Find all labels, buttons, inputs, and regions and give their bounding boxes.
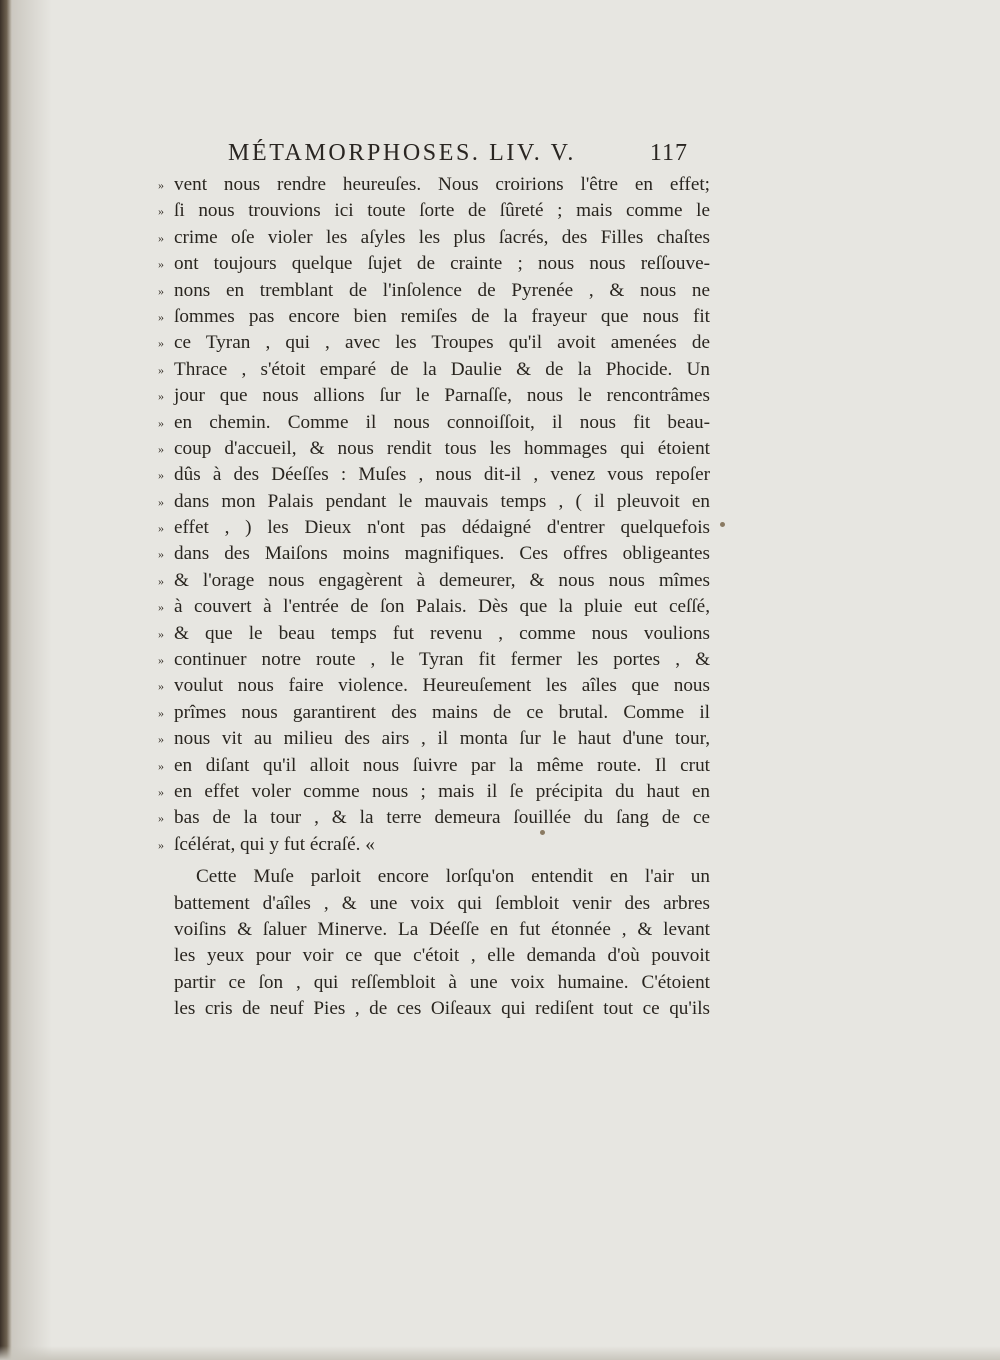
line-text: en chemin. Comme il nous connoiſſoit, il nous fit beau- bbox=[174, 411, 710, 433]
text-line bbox=[150, 753, 710, 779]
quote-mark: » bbox=[158, 309, 164, 324]
quote-mark: » bbox=[158, 837, 164, 852]
quote-mark: » bbox=[158, 653, 164, 668]
line-text: effet , ) les Dieux n'ont pas dédaigné d'entrer quelquefois bbox=[174, 517, 710, 539]
line-text: voulut nous faire violence. Heureuſement les aîles que nous bbox=[174, 675, 710, 697]
text-line bbox=[150, 647, 710, 673]
quote-mark: » bbox=[158, 468, 164, 483]
text-line bbox=[150, 726, 710, 752]
quote-mark: » bbox=[158, 811, 164, 826]
quote-mark: » bbox=[158, 573, 164, 588]
line-text: ſi nous trouvions ici toute ſorte de ſûreté ; mais comme le bbox=[174, 200, 710, 222]
text-line bbox=[150, 943, 710, 969]
line-text: nous vit au milieu des airs , il monta ſur le haut d'une tour, bbox=[174, 728, 710, 750]
quote-mark: » bbox=[158, 521, 164, 536]
line-text: jour que nous allions ſur le Parnaſſe, nous le rencontrâmes bbox=[174, 385, 710, 407]
quote-mark: » bbox=[158, 494, 164, 509]
page-bottom-edge bbox=[0, 1346, 1000, 1360]
quote-mark: » bbox=[158, 547, 164, 562]
line-text: les yeux pour voir ce que c'étoit , elle demanda d'où pouvoit bbox=[174, 945, 710, 967]
line-text: nons en tremblant de l'inſolence de Pyrenée , & nous ne bbox=[174, 279, 710, 301]
text-line bbox=[150, 172, 710, 198]
quote-mark: » bbox=[158, 336, 164, 351]
page-header bbox=[228, 140, 688, 174]
line-text: à couvert à l'entrée de ſon Palais. Dès que la pluie eut ceſſé, bbox=[174, 596, 710, 618]
line-text: coup d'accueil, & nous rendit tous les hommages qui étoient bbox=[174, 437, 710, 459]
line-text: ont toujours quelque ſujet de crainte ; nous nous reſſouve- bbox=[174, 253, 710, 275]
line-text: prîmes nous garantirent des mains de ce brutal. Comme il bbox=[174, 701, 710, 723]
line-text: ſcélérat, qui y fut écraſé. « bbox=[174, 833, 375, 855]
quote-mark: » bbox=[158, 389, 164, 404]
quote-mark: » bbox=[158, 732, 164, 747]
line-text: ce Tyran , qui , avec les Troupes qu'il avoit amenées de bbox=[174, 332, 710, 354]
text-line bbox=[150, 383, 710, 409]
ink-speck bbox=[720, 522, 725, 527]
text-line bbox=[150, 330, 710, 356]
text-line bbox=[150, 700, 710, 726]
line-text: partir ce ſon , qui reſſembloit à une voix humaine. C'étoient bbox=[174, 971, 710, 993]
text-line bbox=[150, 779, 710, 805]
line-text: vent nous rendre heureuſes. Nous croirions l'être en effet; bbox=[174, 174, 710, 195]
quote-mark: » bbox=[158, 758, 164, 773]
narrative-paragraph bbox=[150, 864, 710, 1022]
text-line bbox=[150, 970, 710, 996]
text-line bbox=[150, 251, 710, 277]
text-line bbox=[150, 304, 710, 330]
quote-mark: » bbox=[158, 784, 164, 799]
gutter-shadow bbox=[12, 0, 52, 1360]
text-line bbox=[150, 621, 710, 647]
text-line bbox=[150, 515, 710, 541]
text-line bbox=[150, 489, 710, 515]
line-text: ſommes pas encore bien remiſes de la frayeur que nous fit bbox=[174, 305, 710, 327]
quote-mark: » bbox=[158, 415, 164, 430]
text-line bbox=[150, 891, 710, 917]
quote-mark: » bbox=[158, 230, 164, 245]
text-line bbox=[150, 541, 710, 567]
line-text: bas de la tour , & la terre demeura ſouillée du ſang de ce bbox=[174, 807, 710, 829]
quote-mark: » bbox=[158, 204, 164, 219]
line-text: battement d'aîles , & une voix qui ſembloit venir des arbres bbox=[174, 892, 710, 914]
quote-mark: » bbox=[158, 283, 164, 298]
line-text: Thrace , s'étoit emparé de la Daulie & de la Phocide. Un bbox=[174, 358, 710, 380]
quote-mark: » bbox=[158, 257, 164, 272]
text-line bbox=[150, 864, 710, 890]
text-line bbox=[150, 225, 710, 251]
text-line bbox=[150, 917, 710, 943]
quote-mark: » bbox=[158, 705, 164, 720]
quote-mark: » bbox=[158, 600, 164, 615]
line-text: dûs à des Déeſſes : Muſes , nous dit-il , venez vous repoſer bbox=[174, 464, 710, 486]
text-line bbox=[150, 594, 710, 620]
text-line bbox=[150, 832, 710, 858]
quote-mark: » bbox=[158, 441, 164, 456]
quoted-speech bbox=[150, 172, 710, 858]
text-line bbox=[150, 568, 710, 594]
text-line bbox=[150, 357, 710, 383]
line-text: voiſins & ſaluer Minerve. La Déeſſe en fut étonnée , & levant bbox=[174, 918, 710, 940]
line-text: en effet voler comme nous ; mais il ſe précipita du haut en bbox=[174, 780, 710, 802]
text-line bbox=[150, 278, 710, 304]
line-text: Cette Muſe parloit encore lorſqu'on entendit en l'air un bbox=[196, 866, 710, 888]
ink-speck bbox=[540, 830, 545, 835]
body-text bbox=[150, 172, 710, 1023]
line-text: & l'orage nous engagèrent à demeurer, & nous nous mîmes bbox=[174, 569, 710, 591]
quote-mark: » bbox=[158, 626, 164, 641]
text-line bbox=[150, 673, 710, 699]
text-line bbox=[150, 996, 710, 1022]
quote-mark: » bbox=[158, 362, 164, 377]
text-line bbox=[150, 410, 710, 436]
text-line bbox=[150, 436, 710, 462]
line-text: dans des Maiſons moins magnifiques. Ces offres obligeantes bbox=[174, 543, 710, 565]
line-text: dans mon Palais pendant le mauvais temps , ( il pleuvoit en bbox=[174, 490, 710, 512]
quote-mark: » bbox=[158, 679, 164, 694]
line-text: les cris de neuf Pies , de ces Oiſeaux qui rediſent tout ce qu'ils bbox=[174, 998, 710, 1020]
text-line bbox=[150, 198, 710, 224]
text-line bbox=[150, 805, 710, 831]
line-text: en diſant qu'il alloit nous ſuivre par la même route. Il crut bbox=[174, 754, 710, 776]
page-number: 117 bbox=[649, 140, 688, 166]
book-spine bbox=[0, 0, 12, 1360]
line-text: crime oſe violer les aſyles les plus ſacrés, des Filles chaſtes bbox=[174, 226, 710, 248]
quote-mark: » bbox=[158, 178, 164, 192]
line-text: continuer notre route , le Tyran fit fermer les portes , & bbox=[174, 649, 710, 671]
running-title: MÉTAMORPHOSES. LIV. V. bbox=[228, 140, 577, 166]
text-line bbox=[150, 462, 710, 488]
line-text: & que le beau temps fut revenu , comme nous voulions bbox=[174, 622, 710, 644]
